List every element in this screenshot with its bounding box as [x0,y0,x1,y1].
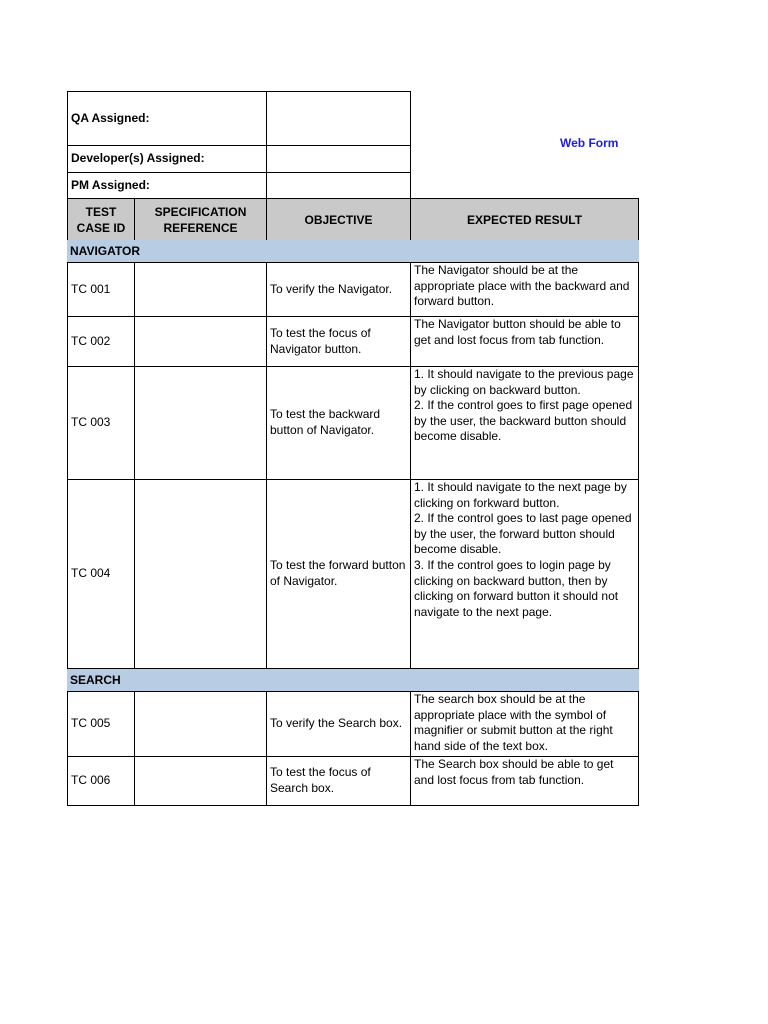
table-row-id: TC 003 [67,366,135,480]
pm-assigned-value[interactable] [266,172,411,199]
table-row-id: TC 002 [67,316,135,367]
table-row-expected: The Navigator button should be able to get and lost focus from tab function. [410,316,639,367]
table-row-id: TC 004 [67,479,135,669]
qa-assigned-label: QA Assigned: [67,91,267,146]
table-row-objective: To test the forward button of Navigator. [266,479,411,669]
section-search: SEARCH [67,669,639,692]
table-row-objective: To verify the Search box. [266,691,411,757]
table-row-id: TC 001 [67,262,135,317]
table-row-id: TC 006 [67,756,135,806]
table-row-expected: The Search box should be able to get and lost focus from tab function. [410,756,639,806]
table-row-expected: 1. It should navigate to the next page by clicking on forkward button. 2. If the control goes to last page opened by the user, the forward button should become disable. 3. If the control goes to login page by clicking on backward button, then by clicking on forward button it should not navigate to the next page. [410,479,639,669]
column-header-expected-result: EXPECTED RESULT [410,198,639,241]
table-row-objective: To test the focus of Navigator button. [266,316,411,367]
column-header-test-case-id: TEST CASE ID [67,198,135,241]
qa-assigned-value[interactable] [266,91,411,146]
table-row-spec [134,479,267,669]
table-row-objective: To test the backward button of Navigator. [266,366,411,480]
column-header-specification-reference: SPECIFICATION REFERENCE [134,198,267,241]
table-row-spec [134,366,267,480]
table-row-expected: 1. It should navigate to the previous page by clicking on backward button. 2. If the control goes to first page opened by the user, the backward button should become disable. [410,366,639,480]
table-row-expected: The Navigator should be at the appropriate place with the backward and forward button. [410,262,639,317]
table-row-objective: To test the focus of Search box. [266,756,411,806]
table-row-id: TC 005 [67,691,135,757]
form-title: Web Form [560,136,619,150]
table-row-spec [134,262,267,317]
column-header-objective: OBJECTIVE [266,198,411,241]
table-row-spec [134,756,267,806]
table-row-spec [134,691,267,757]
section-navigator: NAVIGATOR [67,240,639,263]
table-row-spec [134,316,267,367]
table-row-expected: The search box should be at the appropriate place with the symbol of magnifier or submit button at the right hand side of the text box. [410,691,639,757]
table-row-objective: To verify the Navigator. [266,262,411,317]
developer-assigned-label: Developer(s) Assigned: [67,145,267,173]
developer-assigned-value[interactable] [266,145,411,173]
pm-assigned-label: PM Assigned: [67,172,267,199]
